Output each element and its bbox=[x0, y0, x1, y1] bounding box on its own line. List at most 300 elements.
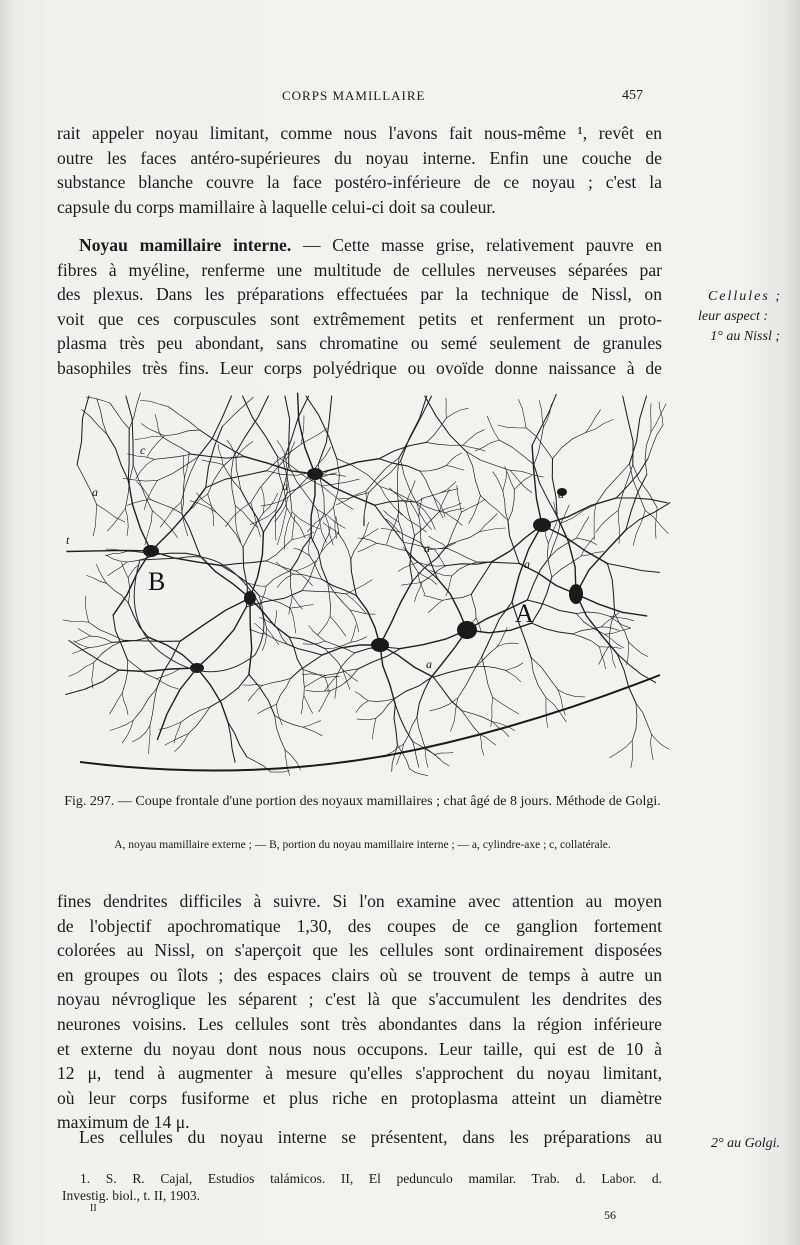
dendrite bbox=[122, 693, 128, 715]
dendrite bbox=[430, 698, 458, 711]
dendrite bbox=[469, 496, 481, 524]
dendrite bbox=[350, 610, 375, 614]
dendrite bbox=[576, 538, 597, 545]
dendrite bbox=[377, 543, 407, 551]
label-A: A bbox=[515, 599, 534, 628]
dendrite bbox=[128, 480, 151, 551]
dendrite bbox=[475, 440, 499, 451]
dendrite bbox=[271, 771, 290, 773]
dendrite bbox=[325, 649, 343, 670]
text-line: où leur corps fusiforme et plus riche en protoplasma atteint un diamètre bbox=[57, 1087, 662, 1108]
dendrite bbox=[325, 676, 340, 677]
dendrite bbox=[531, 658, 558, 690]
text-line: maximum de 14 μ. bbox=[57, 1112, 190, 1133]
dendrite bbox=[235, 506, 257, 528]
dendrite bbox=[498, 643, 519, 646]
dendrite bbox=[392, 745, 398, 771]
dendrite bbox=[210, 675, 249, 707]
text-line: 12 μ, tend à augmenter à mesure qu'elles s'approchent du noyau limitant, bbox=[57, 1063, 662, 1084]
dendrite bbox=[287, 644, 322, 655]
dendrite bbox=[420, 471, 434, 497]
dendrite bbox=[318, 617, 330, 635]
dendrite bbox=[197, 668, 228, 722]
dendrite bbox=[336, 491, 366, 505]
dendrite bbox=[127, 660, 156, 679]
dendrite bbox=[394, 705, 397, 746]
golgi-drawing bbox=[60, 390, 672, 778]
dendrite bbox=[323, 523, 339, 535]
footnote-line: Investig. biol., t. II, 1903. bbox=[62, 1188, 200, 1203]
text-line: fines dendrites difficiles à suivre. Si l'on examine avec attention au moyen bbox=[57, 891, 662, 911]
dendrite bbox=[607, 564, 614, 614]
dendrite bbox=[448, 532, 480, 545]
dendrite bbox=[249, 598, 252, 675]
figure-legend: A, noyau mamillaire externe ; — B, portion du noyau mamillaire interne ; — a, cylindre-axe ; c, collatérale. bbox=[114, 839, 611, 851]
dendrite bbox=[122, 660, 128, 694]
dendrite bbox=[107, 583, 129, 603]
dendrite bbox=[222, 397, 253, 426]
dendrite bbox=[435, 753, 453, 755]
dendrite bbox=[493, 472, 503, 491]
dendrite bbox=[632, 703, 637, 740]
dendrite bbox=[607, 564, 659, 573]
dendrite bbox=[480, 528, 506, 532]
label-a: a bbox=[558, 487, 564, 501]
label-a: a bbox=[282, 479, 288, 493]
dendrite bbox=[356, 701, 369, 713]
dendrite bbox=[235, 506, 241, 542]
dendrite bbox=[503, 491, 508, 521]
dendrite bbox=[546, 698, 548, 728]
dendrite bbox=[305, 675, 327, 687]
text-line: neurones voisins. Les cellules sont très abondantes dans la région inférieure bbox=[57, 1013, 662, 1034]
dendrite bbox=[221, 566, 259, 596]
text-line: substance blanche couvre la face postéro-inférieure de ce noyau ; c'est la bbox=[57, 172, 662, 193]
dendrite bbox=[110, 693, 123, 714]
dendrite bbox=[630, 396, 647, 464]
paragraph-4 bbox=[57, 1125, 662, 1150]
dendrite bbox=[417, 717, 425, 747]
paragraph-1 bbox=[57, 121, 662, 219]
dendrite bbox=[404, 717, 417, 744]
dendrite bbox=[542, 498, 616, 525]
dendrite bbox=[301, 429, 327, 445]
dendrite bbox=[261, 487, 264, 513]
dendrite bbox=[90, 636, 112, 642]
dendrite bbox=[135, 436, 161, 439]
dendrite bbox=[417, 678, 431, 718]
dendrite bbox=[266, 634, 287, 644]
dendrite bbox=[395, 705, 412, 742]
dendrite bbox=[294, 574, 322, 579]
dendrite bbox=[276, 562, 293, 574]
text-line: et externe du noyau dont nous nous occupons. Leur taille, qui est de 10 à bbox=[57, 1038, 662, 1059]
dendrite bbox=[69, 641, 119, 671]
dendrite bbox=[339, 534, 351, 559]
dendrite bbox=[328, 583, 351, 611]
dendrite bbox=[154, 454, 191, 459]
text-line: colorées au Nissl, on s'aperçoit que les cellules sont ordinairement disposées bbox=[57, 940, 662, 961]
dendrite bbox=[366, 458, 399, 491]
dendrite bbox=[336, 517, 339, 534]
dendrite bbox=[553, 433, 586, 459]
dendrite bbox=[261, 497, 288, 506]
dendrite bbox=[355, 692, 368, 701]
dendrite bbox=[243, 396, 278, 457]
cell-body bbox=[244, 591, 256, 605]
dendrite bbox=[633, 465, 657, 508]
label-t: t bbox=[66, 533, 70, 547]
dendrite bbox=[161, 436, 191, 454]
dendrite bbox=[151, 488, 206, 551]
dendrite bbox=[369, 699, 395, 702]
label-c: c bbox=[140, 443, 146, 457]
footnote-line: 1. S. R. Cajal, Estudios talámicos. II, El pedunculo mamilar. Trab. d. Labor. d. bbox=[80, 1171, 662, 1186]
dendrite bbox=[129, 393, 140, 429]
text-line: fibres à myéline, renferme une multitude de cellules nerveuses séparées par bbox=[57, 259, 662, 280]
dendrite bbox=[309, 626, 325, 642]
dendrite bbox=[380, 581, 412, 645]
dendrite bbox=[356, 596, 380, 645]
dendrite bbox=[110, 720, 133, 730]
dendrite bbox=[346, 580, 372, 594]
dendrite bbox=[498, 425, 527, 428]
dendrite bbox=[576, 612, 610, 616]
dendrite bbox=[69, 663, 94, 677]
dendrite bbox=[309, 535, 310, 555]
dendrite bbox=[263, 678, 291, 685]
dendrite bbox=[482, 602, 512, 657]
dendrite bbox=[198, 396, 232, 457]
dendrite bbox=[467, 452, 481, 496]
dendrite bbox=[328, 583, 331, 617]
dendrite bbox=[446, 453, 461, 466]
footnote bbox=[62, 1170, 662, 1204]
dendrite bbox=[182, 513, 201, 556]
dendrite bbox=[617, 654, 636, 704]
dendrite bbox=[412, 545, 448, 581]
cell-body bbox=[533, 518, 551, 532]
dendrite bbox=[202, 460, 223, 465]
dendrite bbox=[531, 658, 546, 698]
dendrite bbox=[152, 511, 177, 538]
margin-note-nissl: 1° au Nissl ; bbox=[710, 329, 780, 344]
dendrite bbox=[292, 512, 320, 529]
running-header: CORPS MAMILLAIRE bbox=[282, 88, 426, 103]
page-number: 457 bbox=[622, 88, 643, 103]
dendrite bbox=[410, 769, 428, 776]
dendrite bbox=[303, 669, 304, 696]
dendrite bbox=[218, 444, 223, 464]
dendrite bbox=[471, 562, 492, 595]
dendrite bbox=[106, 551, 128, 556]
text-line bbox=[57, 233, 662, 258]
dendrite bbox=[655, 508, 657, 539]
dendrite bbox=[471, 594, 476, 618]
dendrite bbox=[616, 459, 648, 498]
dendrite bbox=[85, 596, 88, 622]
dendrite bbox=[303, 669, 325, 677]
dendrite bbox=[557, 517, 576, 595]
dendrite bbox=[303, 641, 325, 644]
dendrite bbox=[78, 629, 90, 636]
dendrite bbox=[291, 537, 312, 571]
section-heading: Noyau mamillaire interne. bbox=[79, 235, 292, 255]
text-run: — Cette masse grise, relativement pauvre en bbox=[291, 235, 663, 255]
dendrite bbox=[462, 711, 481, 735]
capsule-border bbox=[80, 675, 660, 771]
dendrite bbox=[330, 617, 346, 637]
dendrite bbox=[312, 513, 325, 542]
dendrite bbox=[446, 408, 468, 418]
dendrite bbox=[434, 549, 445, 566]
dendrite bbox=[306, 690, 331, 691]
margin-note-golgi: 2° au Golgi. bbox=[711, 1136, 780, 1151]
dendrite bbox=[311, 537, 328, 582]
dendrite bbox=[217, 513, 243, 548]
dendrite bbox=[434, 498, 445, 517]
dendrite bbox=[462, 711, 493, 722]
text-line: noyau névroglique les séparent ; c'est là que s'accumulent les dendrites des bbox=[57, 989, 662, 1010]
dendrite bbox=[415, 582, 423, 602]
dendrite bbox=[243, 685, 263, 686]
dendrite bbox=[633, 510, 645, 545]
dendrite bbox=[113, 615, 127, 659]
dendrite bbox=[480, 735, 496, 745]
dendrite bbox=[267, 628, 279, 645]
dendrite bbox=[448, 549, 477, 562]
dendrite bbox=[358, 543, 377, 552]
dendrite bbox=[350, 610, 359, 632]
dendrite bbox=[174, 722, 181, 743]
dendrite bbox=[534, 465, 557, 517]
dendrite bbox=[351, 637, 367, 643]
label-B: B bbox=[148, 567, 166, 596]
text-line: plasma très peu abondant, sans chromatine ou semé seulement de granules bbox=[57, 333, 662, 354]
dendrite bbox=[259, 617, 274, 624]
dendrite bbox=[181, 707, 210, 722]
dendrite bbox=[542, 525, 607, 564]
dendrite bbox=[141, 424, 164, 436]
cell-body bbox=[371, 638, 389, 652]
dendrite bbox=[547, 544, 551, 578]
dendrite bbox=[275, 510, 276, 540]
cell-body bbox=[143, 545, 159, 557]
dendrite bbox=[156, 670, 178, 679]
dendrite bbox=[399, 522, 407, 551]
dendrite bbox=[291, 571, 293, 596]
dendrite bbox=[144, 480, 157, 509]
dendrite bbox=[576, 517, 589, 538]
dendrite bbox=[82, 410, 107, 435]
dendrite bbox=[200, 556, 250, 598]
dendrite bbox=[596, 510, 619, 532]
dendrite bbox=[315, 459, 379, 474]
dendrite bbox=[266, 540, 292, 561]
dendrite bbox=[586, 410, 601, 433]
dendrite bbox=[648, 425, 663, 459]
dendrite bbox=[63, 620, 89, 622]
dendrite bbox=[491, 697, 493, 726]
dendrite bbox=[289, 637, 303, 669]
dendrite bbox=[623, 396, 633, 465]
dendrite bbox=[573, 634, 600, 647]
dendrite bbox=[357, 718, 376, 719]
text-line: rait appeler noyau limitant, comme nous l'avons fait nous-même ¹, revêt en bbox=[57, 123, 662, 143]
dendrite bbox=[532, 394, 556, 445]
text-line: basophiles très fins. Leur corps polyédrique ou ovoïde donne naissance à de bbox=[57, 357, 662, 378]
dendrite bbox=[419, 517, 421, 544]
margin-note-aspect: leur aspect : bbox=[698, 309, 768, 324]
dendrite bbox=[200, 430, 245, 457]
dendrite bbox=[92, 663, 94, 689]
dendrite bbox=[351, 625, 356, 642]
dendrite bbox=[133, 726, 150, 742]
dendrite bbox=[119, 668, 197, 672]
dendrite bbox=[241, 490, 264, 533]
dendrite bbox=[304, 696, 313, 714]
dendrite bbox=[576, 594, 647, 616]
dendrite bbox=[136, 459, 155, 478]
dendrite bbox=[275, 610, 277, 624]
dendrite bbox=[503, 472, 507, 491]
dendrite bbox=[236, 442, 253, 459]
dendrite bbox=[532, 623, 573, 634]
label-a: a bbox=[424, 541, 430, 555]
dendrite bbox=[324, 676, 336, 692]
dendrite bbox=[514, 476, 531, 490]
dendrite bbox=[303, 721, 321, 728]
dendrite bbox=[526, 428, 552, 459]
cell-body bbox=[457, 621, 477, 639]
dendrite bbox=[627, 642, 629, 665]
label-a: a bbox=[92, 485, 98, 499]
dendrite bbox=[319, 691, 331, 712]
dendrite bbox=[290, 605, 313, 608]
text-line: capsule du corps mamillaire à laquelle celui-ci doit sa couleur. bbox=[57, 196, 496, 217]
dendrite bbox=[552, 556, 581, 577]
dendrite bbox=[110, 403, 129, 429]
dendrite bbox=[149, 726, 150, 754]
dendrite bbox=[290, 608, 295, 633]
dendrite bbox=[169, 407, 200, 430]
text-line: Les cellules du noyau interne se présentent, dans les préparations au bbox=[79, 1127, 662, 1147]
dendrite bbox=[287, 508, 305, 538]
dendrite bbox=[302, 591, 346, 594]
dendrite bbox=[443, 594, 472, 600]
dendrite bbox=[586, 420, 614, 433]
paragraph-2 bbox=[57, 233, 662, 381]
dendrite bbox=[93, 504, 97, 536]
dendrite bbox=[277, 704, 283, 725]
dendrite bbox=[629, 642, 648, 657]
dendrite bbox=[303, 727, 322, 736]
dendrite bbox=[630, 464, 646, 511]
dendrite bbox=[527, 600, 576, 614]
dendrite bbox=[508, 489, 514, 521]
dendrite bbox=[476, 666, 506, 670]
text-line: des plexus. Dans les préparations effectuées par la technique de Nissl, on bbox=[57, 284, 662, 305]
dendrite bbox=[651, 404, 666, 432]
dendrite bbox=[506, 670, 521, 681]
dendrite bbox=[652, 734, 670, 749]
dendrite bbox=[605, 628, 631, 634]
dendrite bbox=[424, 596, 443, 601]
dendrite bbox=[463, 430, 484, 446]
cell-body bbox=[307, 468, 323, 480]
dendrite bbox=[493, 697, 519, 714]
signature-mark: II bbox=[90, 1203, 97, 1214]
dendrite bbox=[97, 504, 125, 522]
dendrite bbox=[428, 600, 442, 612]
dendrite bbox=[397, 458, 399, 512]
dendrite bbox=[518, 400, 526, 428]
dendrite bbox=[301, 696, 304, 714]
dendrite bbox=[106, 555, 127, 562]
dendrite bbox=[636, 703, 652, 734]
dendrite bbox=[433, 677, 461, 711]
text-line: de l'objectif apochromatique 1,30, des coupes de ce ganglion fortement bbox=[57, 915, 662, 936]
dendrite bbox=[128, 429, 129, 481]
dendrite bbox=[148, 637, 197, 668]
dendrite bbox=[615, 613, 629, 642]
dendrite bbox=[107, 434, 128, 480]
dendrite bbox=[107, 509, 125, 532]
dendrite bbox=[157, 457, 198, 480]
sheet-number: 56 bbox=[604, 1208, 616, 1222]
paragraph-3 bbox=[57, 889, 662, 1135]
dendrite bbox=[400, 630, 467, 649]
dendrite bbox=[539, 400, 543, 427]
dendrite bbox=[351, 538, 363, 559]
dendrite bbox=[401, 396, 427, 461]
dendrite bbox=[372, 718, 376, 739]
dendrite bbox=[439, 503, 461, 512]
dendrite bbox=[306, 396, 337, 459]
dendrite bbox=[458, 657, 482, 698]
dendrite bbox=[165, 430, 200, 436]
dendrite bbox=[561, 505, 596, 524]
dendrite bbox=[122, 563, 129, 578]
dendrite bbox=[631, 741, 633, 768]
dendrite bbox=[125, 509, 128, 536]
dendrite bbox=[480, 496, 506, 520]
dendrite bbox=[487, 416, 499, 440]
dendrite bbox=[506, 663, 523, 671]
dendrite bbox=[461, 499, 485, 512]
dendrite bbox=[445, 513, 462, 526]
dendrite bbox=[651, 734, 654, 759]
text-line: voit que ces corpuscules sont extrêmement petits et renferment un proto- bbox=[57, 308, 662, 329]
dendrite bbox=[147, 436, 164, 457]
dendrite bbox=[234, 396, 269, 457]
dendrite bbox=[197, 607, 247, 668]
dendrite bbox=[417, 492, 442, 502]
dendrite bbox=[448, 512, 462, 545]
dendrite bbox=[243, 513, 263, 547]
dendrite bbox=[482, 657, 493, 698]
dendrite bbox=[599, 647, 605, 669]
dendrite bbox=[151, 500, 182, 514]
dendrite bbox=[387, 511, 400, 544]
dendrite bbox=[532, 577, 552, 623]
dendrite bbox=[499, 440, 534, 465]
label-a: a bbox=[524, 557, 530, 571]
dendrite bbox=[89, 642, 112, 647]
dendrite bbox=[77, 396, 89, 465]
dendrite bbox=[175, 734, 189, 752]
dendrite bbox=[133, 688, 157, 720]
